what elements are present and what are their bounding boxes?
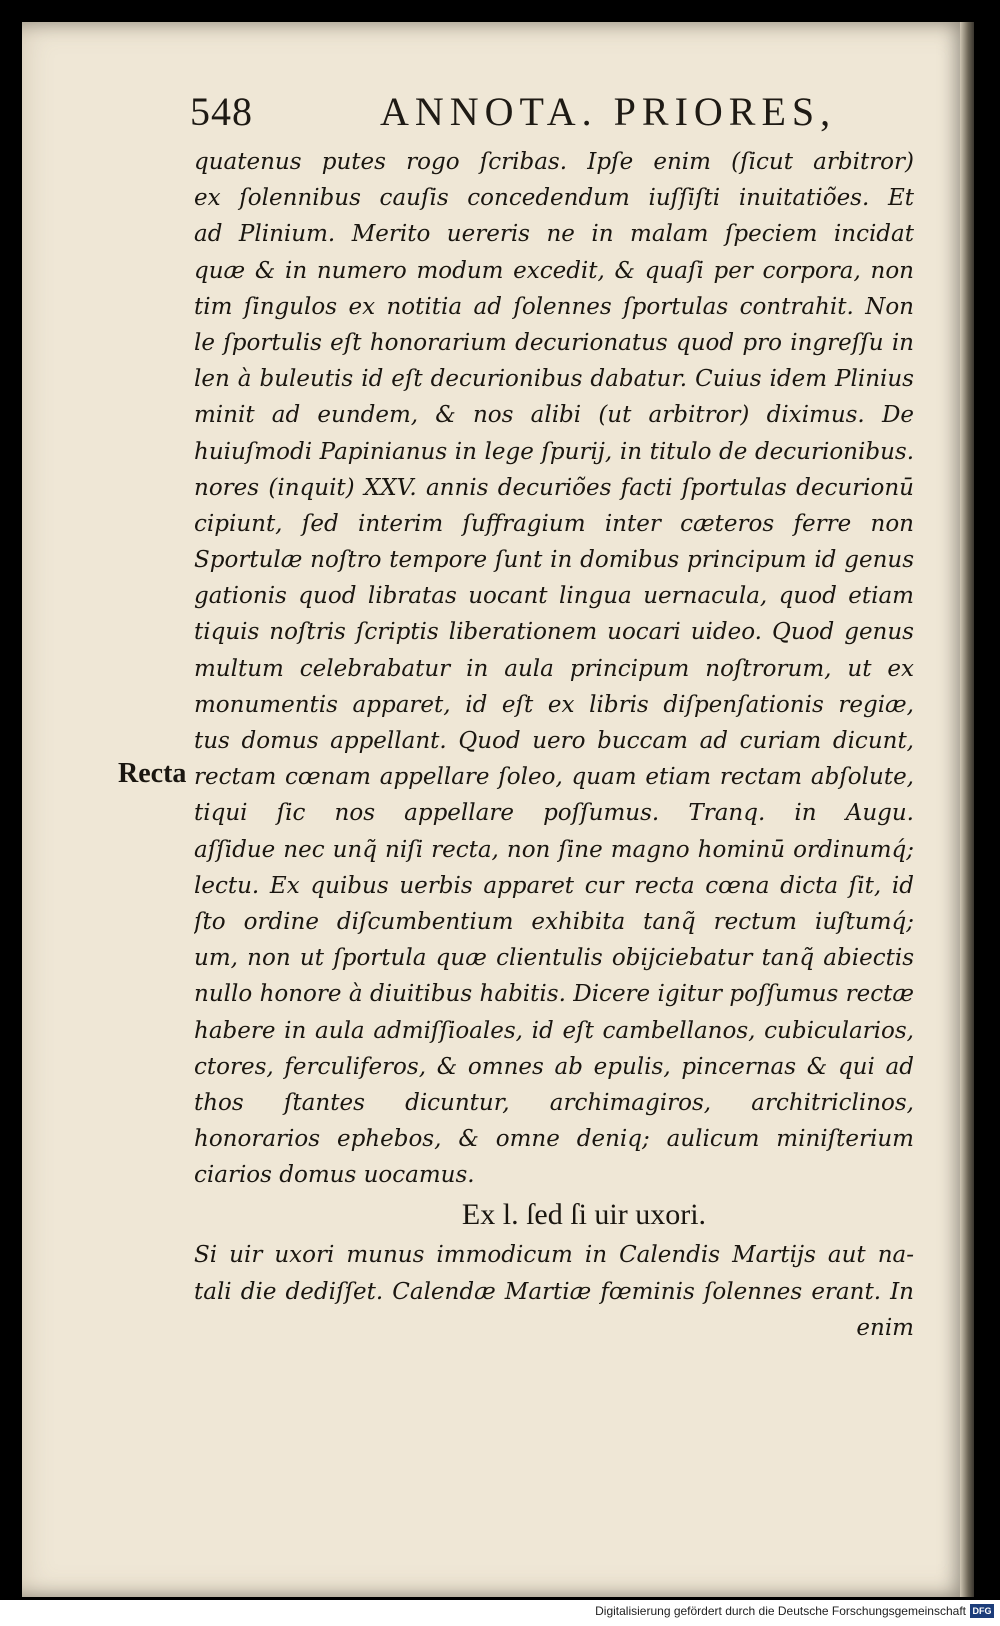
text-line: cipiunt, ſed interim ſuffragium inter cæteros ferre non — [194, 510, 914, 537]
text-line: ctores, ferculiferos, & omnes ab epulis, pincernas & qui ad — [194, 1053, 914, 1080]
marginal-note: Recta — [118, 758, 187, 789]
text-line: ſto ordine diſcumbentium exhibita tanq̃ rectum iuſtumq́; — [194, 908, 914, 935]
text-line: huiuſmodi Papinianus in lege ſpurij, in titulo de decurionibus. — [194, 438, 914, 465]
body-lines — [194, 144, 914, 1193]
text-line: habere in aula admiſſioales, id eſt cambellanos, cubicularios, — [194, 1017, 914, 1044]
catchword: enim — [856, 1314, 914, 1341]
text-line: ad Plinium. Merito uereris ne in malam ſpeciem incidat — [194, 221, 914, 248]
footer-bar — [0, 1600, 1000, 1626]
text-line: ex ſolennibus cauſis concedendum iuſſiſti inuitatiões. Et — [194, 185, 914, 212]
text-line: tiqui ſic nos appellare poſſumus. Tranq. in Augu. — [194, 800, 914, 827]
body-text — [194, 144, 914, 1346]
body-lines-after — [194, 1237, 914, 1309]
text-line: minit ad eundem, & nos alibi (ut arbitror) diximus. De — [194, 402, 914, 429]
page-number: 548 — [190, 89, 253, 134]
text-line: honorarios ephebos, & omne deniq; aulicum miniſterium — [194, 1126, 914, 1153]
text-line: quæ & in numero modum excedit, & quaſi per corpora, non — [194, 257, 914, 284]
text-line: lectu. Ex quibus uerbis apparet cur recta cœna dicta ſit, id — [194, 872, 914, 899]
text-line: tim ſingulos ex notitia ad ſolennes ſportulas contrahit. Non — [194, 293, 914, 320]
text-line: gationis quod libratas uocant lingua uernacula, quod etiam — [194, 583, 914, 610]
section-heading: Ex l. ſed ſi uir uxori. — [461, 1198, 707, 1232]
text-line: multum celebrabatur in aula principum noſtrorum, ut ex — [194, 655, 914, 682]
text-line: Si uir uxori munus immodicum in Calendis Martijs aut na- — [194, 1242, 914, 1269]
text-line: nullo honore à diuitibus habitis. Dicere igitur poſſumus rectæ — [194, 981, 914, 1008]
text-line: ciarios domus uocamus. — [194, 1162, 475, 1189]
text-line: um, non ut ſportula quæ clientulis obijciebatur tanq̃ abiectis — [194, 945, 914, 972]
text-line: tali die dediſſet. Calendæ Martiæ fœminis ſolennes erant. In — [194, 1278, 914, 1305]
text-line: aſſidue nec unq̃ niſi recta, non ſine magno hominū ordinumq́; — [194, 836, 914, 863]
running-head — [190, 88, 910, 140]
text-line: rectam cœnam appellare ſoleo, quam etiam rectam abſolute, — [194, 764, 914, 791]
running-title: ANNOTA. PRIORES, — [380, 89, 837, 134]
page-edge-shadow — [960, 22, 974, 1597]
text-line: Sportulæ noſtro tempore ſunt in domibus principum id genus — [194, 547, 914, 574]
text-line: thos ſtantes dicuntur, archimagiros, architriclinos, — [194, 1089, 914, 1116]
text-line: monumentis apparet, id eſt ex libris diſpenſationis regiæ, — [194, 691, 914, 718]
text-line: quatenus putes rogo ſcribas. Ipſe enim (ſicut arbitror) — [194, 149, 914, 175]
text-line: le ſportulis eſt honorarium decurionatus quod pro ingreſſu in — [194, 329, 914, 356]
text-line: tiquis noſtris ſcriptis liberationem uocari uideo. Quod genus — [194, 619, 914, 646]
text-line: len à buleutis id eſt decurionibus dabatur. Cuius idem Plinius — [194, 366, 914, 393]
text-line: nores (inquit) XXV. annis decuriões facti ſportulas decurionū — [194, 474, 914, 501]
funding-credit: Digitalisierung gefördert durch die Deutsche Forschungsgemeinschaft — [595, 1604, 966, 1618]
dfg-logo: DFG — [970, 1604, 994, 1618]
text-line: tus domus appellant. Quod uero buccam ad curiam dicunt, — [194, 728, 914, 754]
book-page — [22, 22, 974, 1597]
